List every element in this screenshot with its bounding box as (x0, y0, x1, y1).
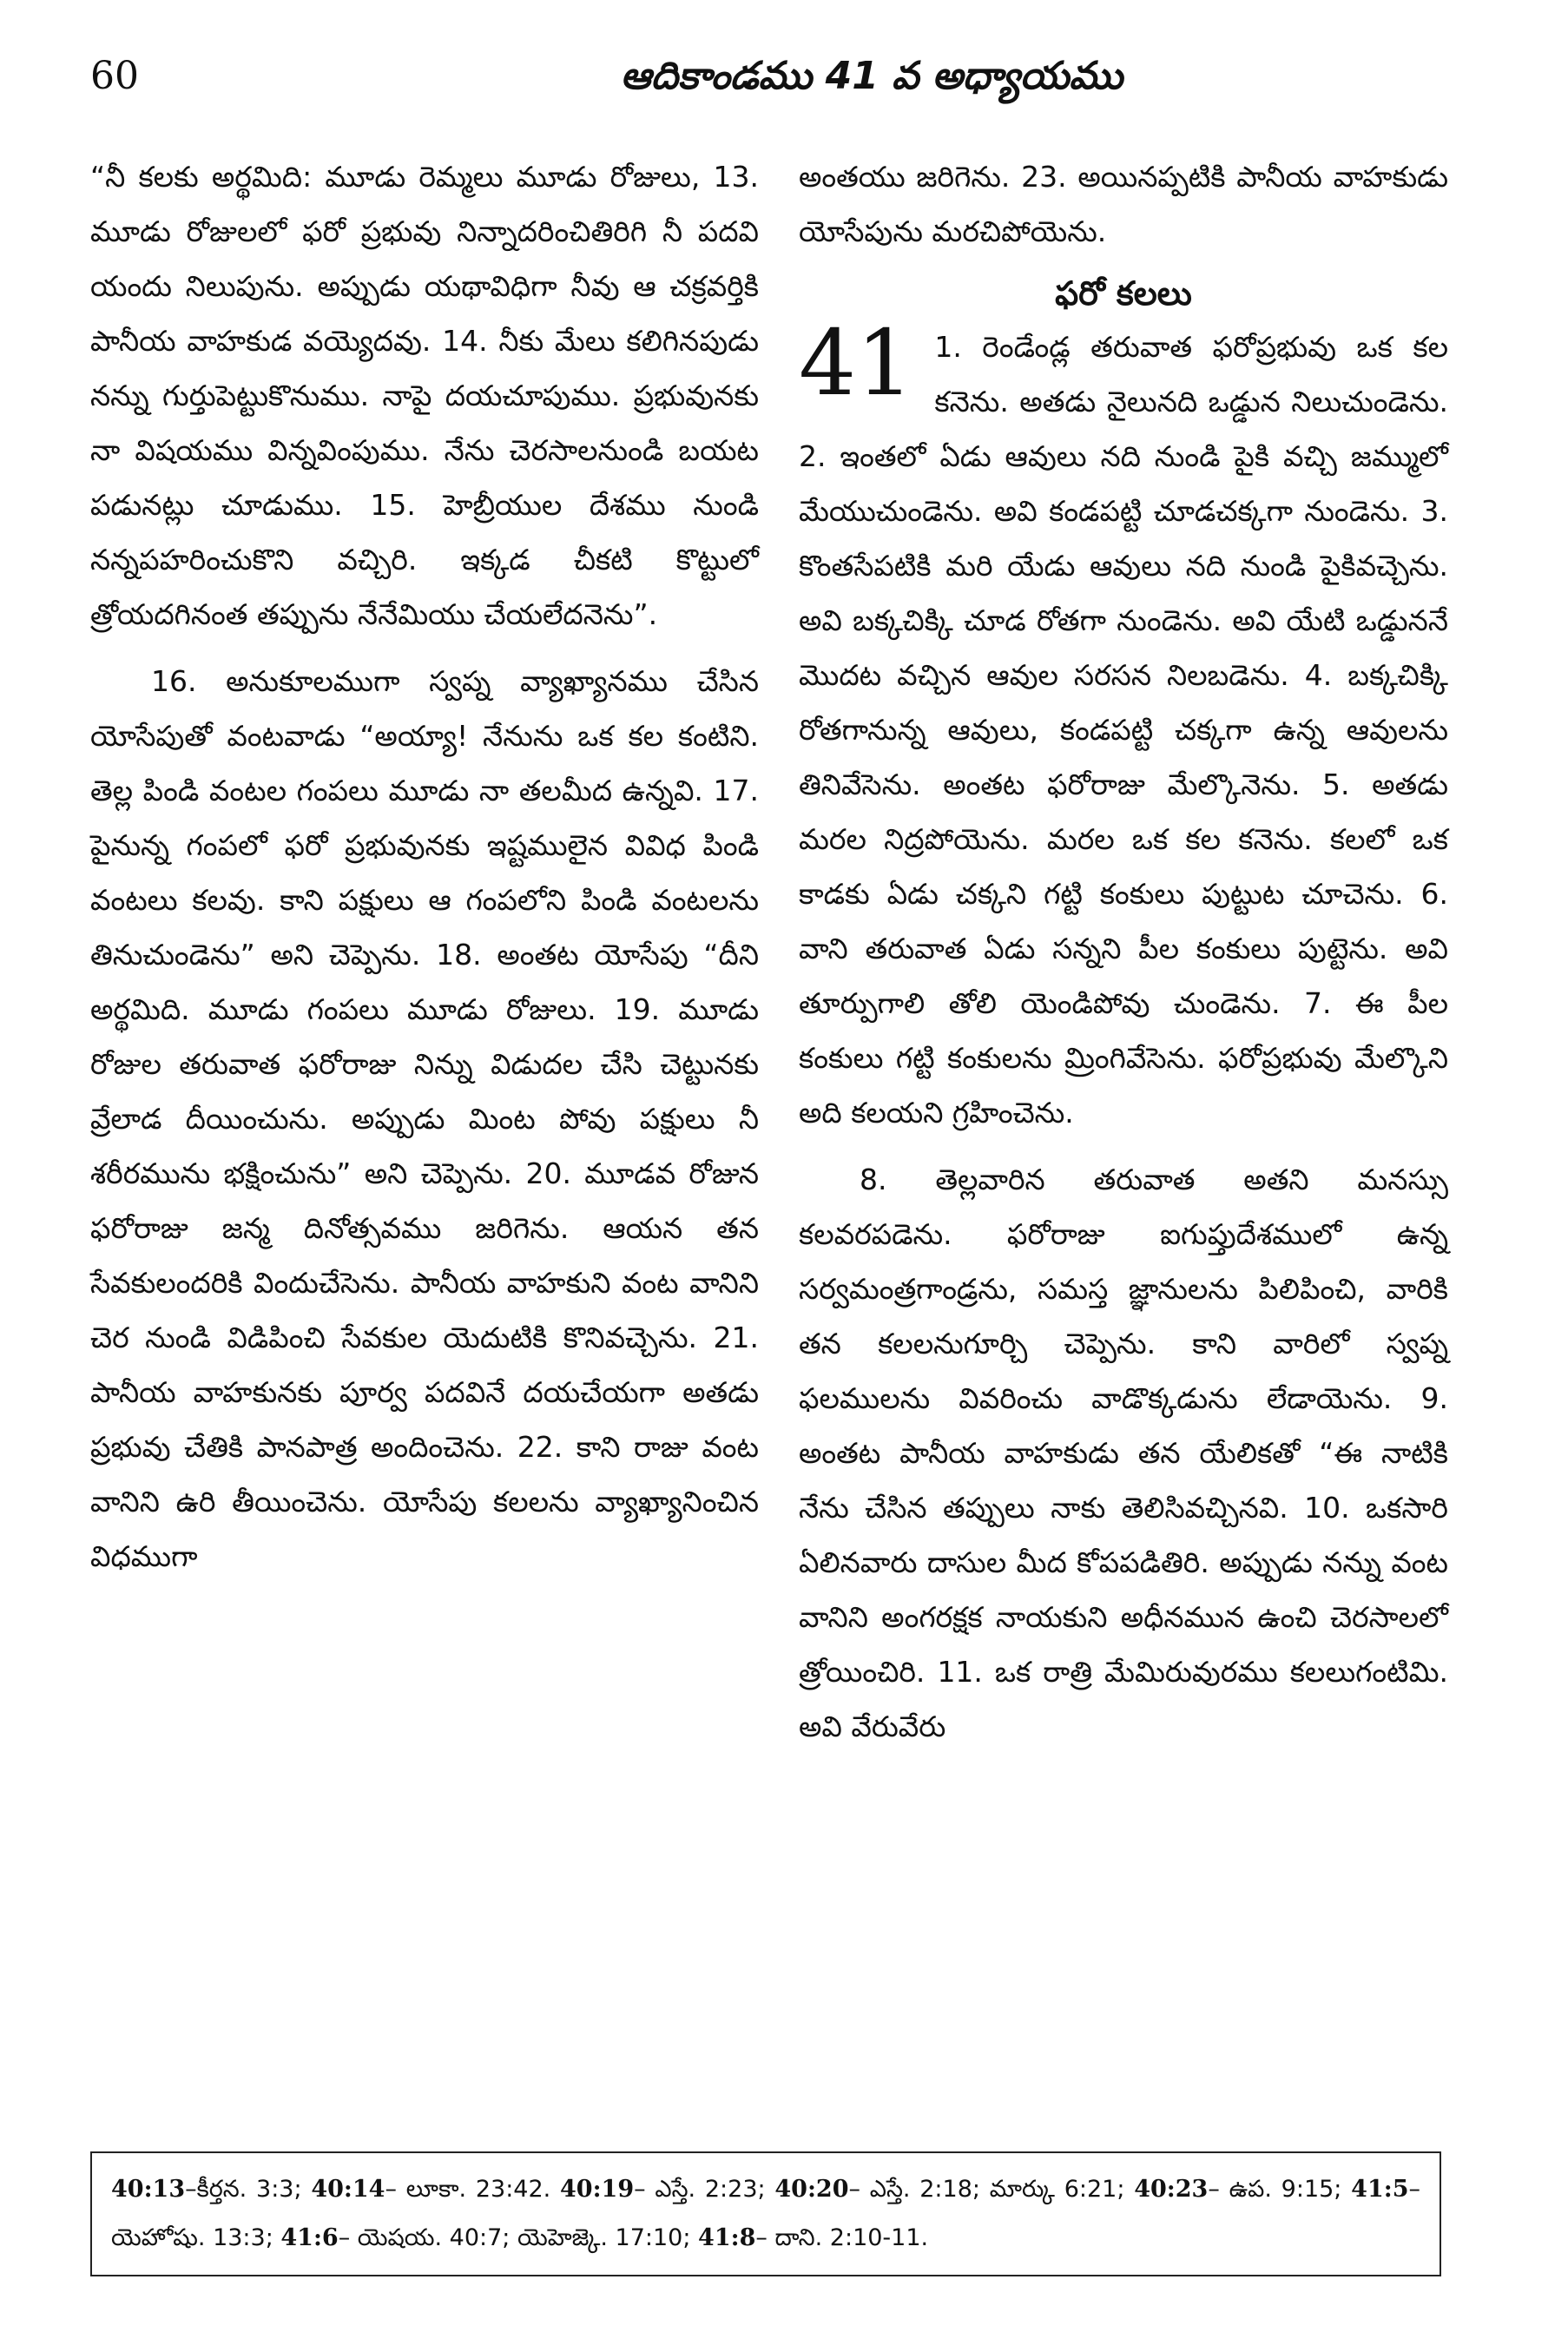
page-header (90, 50, 1479, 128)
footnote-entry (1134, 2176, 1341, 2203)
footnote-ref: 40:23 (1134, 2176, 1209, 2203)
running-title: ఆదికాండము 41 వ అధ్యాయము (620, 54, 1123, 98)
footnote-entry (774, 2176, 1124, 2203)
footnote-ref: 41:8 (698, 2224, 756, 2251)
right-paragraph-2: 8. తెల్లవారిన తరువాత అతని మనస్సు కలవరపడెను. ఫరోరాజు ఐగుప్తుదేశములో ఉన్న సర్వమంత్రగాండ్రను, సమస్త జ్ఞానులను పిలిపించి, వారికి తన కలలనుగూర్చి చెప్పెను. కాని వారిలో స్వప్న ఫలములను వివరించు వాడొక్కడును లేడాయెను. 9. అంతట పానీయ వాహకుడు తన యేలికతో “ఈ నాటికి నేను చేసిన తప్పులు నాకు తెలిసివచ్చినవి. 10. ఒకసారి ఏలినవారు దాసుల మీద కోపపడితిరి. అప్పుడు నన్ను వంట వానిని అంగరక్షక నాయకుని అధీనమున ఉంచి చెరసాలలో త్రోయించిరి. 11. ఒక రాత్రి మేమిరువురము కలలుగంటిమి. అవి వేరువేరు (799, 1163, 1448, 1743)
chapter-number: 41 (799, 310, 914, 416)
page-number: 60 (90, 54, 139, 98)
right-intro-paragraph: అంతయు జరిగెను. 23. అయినప్పటికి పానీయ వాహకుడు యోసేపును మరచిపోయెను. (799, 160, 1448, 248)
footnote-entry (698, 2224, 928, 2251)
footnote-ref: 41:6 (280, 2224, 339, 2251)
footnote-entry (311, 2176, 550, 2203)
footnote-text: – లూకా. 23:42. (385, 2176, 551, 2203)
footnote-text: – ఉప. 9:15; (1208, 2176, 1342, 2203)
chapter-first-paragraph (799, 310, 1448, 1140)
left-paragraph-1: “నీ కలకు అర్థమిది: మూడు రెమ్మలు మూడు రోజులు, 13. మూడు రోజులలో ఫరో ప్రభువు నిన్నాదరించితిరిగి నీ పదవి యందు నిలుపును. అప్పుడు యథావిధిగా నీవు ఆ చక్రవర్తికి పానీయ వాహకుడ వయ్యెదవు. 14. నీకు మేలు కలిగినపుడు నన్ను గుర్తుపెట్టుకొనుము. నాపై దయచూపుము. ప్రభువునకు నా విషయము విన్నవింపుము. నేను చెరసాలనుండి బయట పడునట్లు చూడుము. 15. హెబ్రీయుల దేశము నుండి నన్నపహరించుకొని వచ్చిరి. ఇక్కడ చీకటి కొట్టులో త్రోయదగినంత తప్పును నేనేమియు చేయలేదనెను”. (90, 160, 759, 631)
cross-reference-box (90, 2151, 1441, 2276)
right-column (799, 149, 1448, 1754)
footnote-text: – యెషయ. 40:7; యెహెజ్కె. 17:10; (338, 2224, 691, 2251)
chapter-first-paragraph-text: 1. రెండేండ్ల తరువాత ఫరోప్రభువు ఒక కల కనెను. అతడు నైలునది ఒడ్డున నిలుచుండెను. 2. ఇంతలో ఏడు ఆవులు నది నుండి పైకి వచ్చి జమ్ములో మేయుచుండెను. అవి కండపట్టి చూడచక్కగా నుండెను. 3. కొంతసేపటికి మరి యేడు ఆవులు నది నుండి పైకివచ్చెను. అవి బక్కచిక్కి చూడ రోతగా నుండెను. అవి యేటి ఒడ్డుననే మొదట వచ్చిన ఆవుల సరసన నిలబడెను. 4. బక్కచిక్కి రోతగానున్న ఆవులు, కండపట్టి చక్కగా ఉన్న ఆవులను తినివేసెను. అంతట ఫరోరాజు మేల్కొనెను. 5. అతడు మరల నిద్రపోయెను. మరల ఒక కల కనెను. కలలో ఒక కాడకు ఏడు చక్కని గట్టి కంకులు పుట్టుట చూచెను. 6. వాని తరువాత ఏడు సన్నని పీల కంకులు పుట్టెను. అవి తూర్పుగాలి తోలి యెండిపోవు చుండెను. 7. ఈ పీల కంకులు గట్టి కంకులను మ్రింగివేసెను. ఫరోప్రభువు మేల్కొని అది కలయని గ్రహించెను. (799, 330, 1448, 1130)
footnote-ref: 41:5 (1351, 2176, 1409, 2203)
footnote-text: –కీర్తన. 3:3; (185, 2176, 302, 2203)
footnote-entry (560, 2176, 766, 2203)
left-column (90, 149, 759, 1584)
footnote-ref: 40:14 (311, 2176, 385, 2203)
footnote-ref: 40:19 (560, 2176, 635, 2203)
footnote-text: – దాని. 2:10-11. (755, 2224, 929, 2251)
footnote-ref: 40:20 (774, 2176, 849, 2203)
footnote-text: – యెహోషు. 13:3; (111, 2176, 1420, 2251)
footnote-text: – ఎస్తే. 2:23; (634, 2176, 766, 2203)
left-paragraph-2: 16. అనుకూలముగా స్వప్న వ్యాఖ్యానము చేసిన యోసేపుతో వంటవాడు “అయ్యా! నేనును ఒక కల కంటిని. తెల్ల పిండి వంటల గంపలు మూడు నా తలమీద ఉన్నవి. 17. పైనున్న గంపలో ఫరో ప్రభువునకు ఇష్టములైన వివిధ పిండి వంటలు కలవు. కాని పక్షులు ఆ గంపలోని పిండి వంటలను తినుచుండెను” అని చెప్పెను. 18. అంతట యోసేపు “దీని అర్థమిది. మూడు గంపలు మూడు రోజులు. 19. మూడు రోజుల తరువాత ఫరోరాజు నిన్ను విడుదల చేసి చెట్టునకు వ్రేలాడ దీయించును. అప్పుడు మింట పోవు పక్షులు నీ శరీరమును భక్షించును” అని చెప్పెను. 20. మూడవ రోజున ఫరోరాజు జన్మ దినోత్సవము జరిగెను. ఆయన తన సేవకులందరికి విందుచేసెను. పానీయ వాహకుని వంట వానిని చెర నుండి విడిపించి సేవకుల యెదుటికి కొనివచ్చెను. 21. పానీయ వాహకునకు పూర్వ పదవినే దయచేయగా అతడు ప్రభువు చేతికి పానపాత్ర అందించెను. 22. కాని రాజు వంట వానిని ఉరి తీయించెను. యోసేపు కలలను వ్యాఖ్యానించిన విధముగా (90, 664, 759, 1573)
footnote-text: – ఎస్తే. 2:18; మార్కు 6:21; (848, 2176, 1125, 2203)
section-heading: ఫరో కలలు (1055, 274, 1192, 313)
footnote-ref: 40:13 (111, 2176, 186, 2203)
footnote-entry (280, 2224, 690, 2251)
footnote-entry (111, 2176, 302, 2203)
